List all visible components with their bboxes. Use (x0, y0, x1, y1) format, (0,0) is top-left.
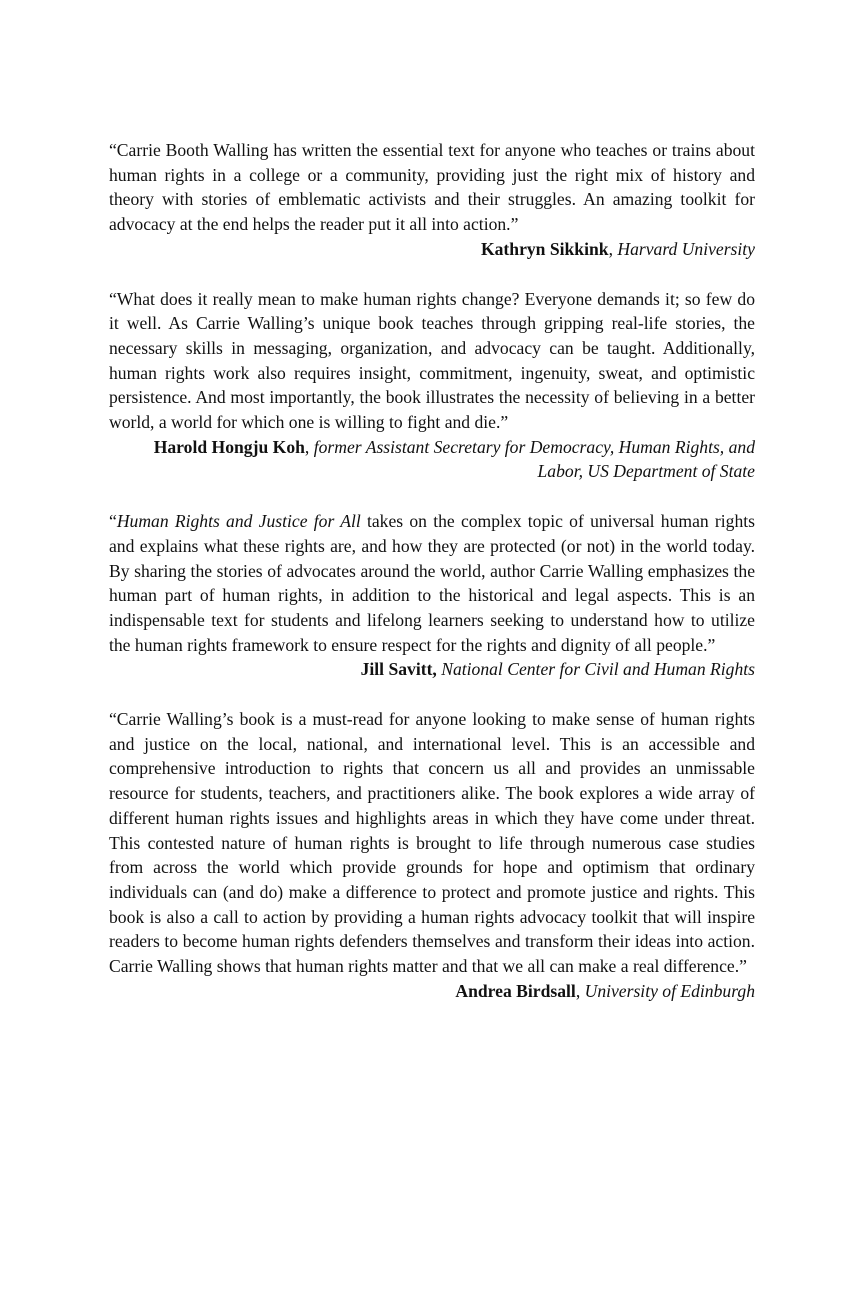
endorser-affiliation: former Assistant Secretary for Democracy, Human Rights, and Labor, US Department of State (313, 436, 755, 482)
endorsement-attribution (109, 657, 755, 682)
quote-open-mark: “ (109, 511, 117, 532)
quote-body: takes on the complex topic of universal human rights and explains what these rights are, and how they are protected (or not) in the world today. By sharing the stories of advocates around the world, author Carrie Walling emphasizes the human part of human rights, in addition to the historical and legal aspects. This is an indispensable text for students and lifelong learners seeking to understand how to utilize the human rights framework to ensure respect for the rights and dignity of all people.” (109, 511, 755, 655)
endorsement-attribution (109, 237, 755, 262)
endorser-name: Harold Hongju Koh (153, 436, 305, 457)
endorser-affiliation: University of Edinburgh (584, 980, 755, 1001)
attribution-separator: , (575, 980, 585, 1001)
endorsements-page (109, 138, 755, 1029)
endorser-name: Andrea Birdsall (455, 980, 576, 1001)
endorsement-2 (109, 287, 755, 485)
endorser-affiliation: Harvard University (617, 238, 755, 259)
endorser-name: Kathryn Sikkink (480, 238, 609, 259)
endorser-affiliation: National Center for Civil and Human Rights (441, 659, 755, 680)
endorsement-quote: “Carrie Walling’s book is a must-read for anyone looking to make sense of human rights and justice on the local, national, and international level. This is an accessible and comprehensive introduction to rights that concern us all and provides an unmissable resource for students, teachers, and practitioners alike. The book explores a wide array of different human rights issues and highlights areas in which they have come under threat. This contested nature of human rights is brought to life through numerous case studies from across the world which provide grounds for hope and optimism that ordinary individuals can (and do) make a difference to protect and promote justice and rights. This book is also a call to action by providing a human rights advocacy toolkit that will inspire readers to become human rights defenders themselves and transform their ideas into action. Carrie Walling shows that human rights matter and that we all can make a real difference.” (109, 709, 755, 977)
book-title: Human Rights and Justice for All (116, 511, 361, 532)
endorsement-quote: “What does it really mean to make human rights change? Everyone demands it; so few do it well. As Carrie Walling’s unique book teaches through gripping real-life stories, the necessary skills in messaging, organization, and advocacy can be taught. Additionally, human rights work also requires insight, commitment, ingenuity, sweat, and optimistic persistence. And most importantly, the book illustrates the necessity of believing in a better world, a world for which one is willing to fight and die.” (109, 288, 755, 433)
attribution-separator: , (608, 238, 618, 259)
endorser-name: Jill Savitt, (360, 659, 437, 680)
endorsement-attribution (109, 435, 755, 484)
endorsement-quote (109, 509, 755, 657)
endorsement-attribution (109, 979, 755, 1004)
endorsement-3 (109, 509, 755, 682)
endorsement-4 (109, 707, 755, 1003)
attribution-separator: , (304, 436, 314, 457)
endorsement-1 (109, 138, 755, 262)
endorsement-quote: “Carrie Booth Walling has written the essential text for anyone who teaches or trains about human rights in a college or a community, providing just the right mix of history and theory with stories of emblematic activists and their struggles. An amazing toolkit for advocacy at the end helps the reader put it all into action.” (109, 140, 755, 235)
